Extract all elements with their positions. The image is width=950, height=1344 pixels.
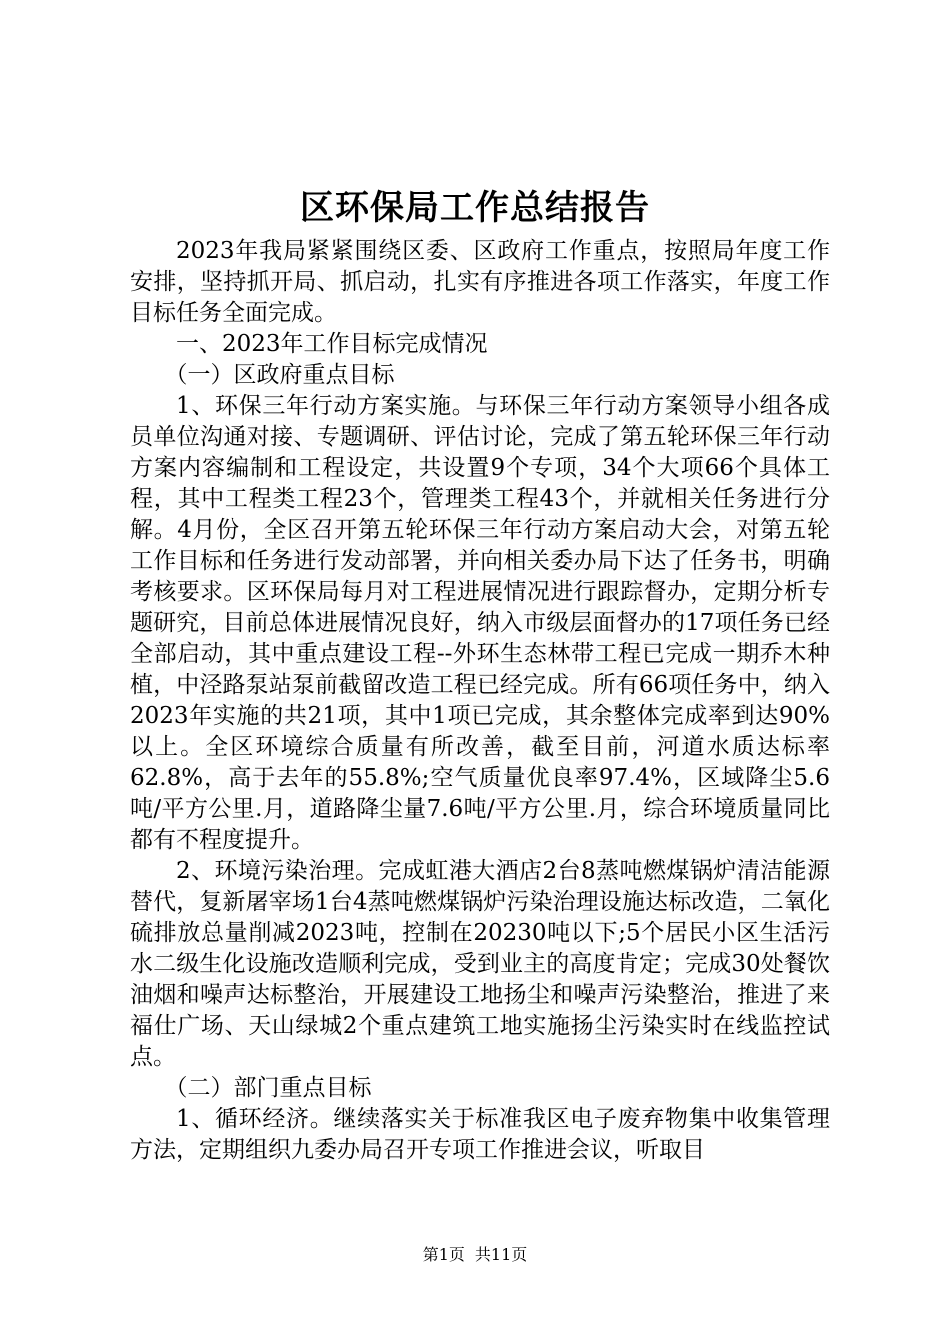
subsection-heading: （一）区政府重点目标 <box>164 362 395 388</box>
body-paragraph: 2、环境污染治理。完成虹港大酒店2台8蒸吨燃煤锅炉清洁能源替代，复新屠宰场1台4蒸吨燃煤锅炉污染治理设施达标改造，二氧化硫排放总量削减2023吨，控制在20230吨以下;5个居民小区生活污水二级生化设施改造顺利完成，受到业主的高度肯定；完成30处餐饮油烟和噪声达标整治，开展建设工地扬尘和噪声污染整治，推进了来福仕广场、天山绿城2个重点建筑工地实施扬尘污染实时在线监控试点。 <box>130 858 830 1070</box>
section-heading: 一、2023年工作目标完成情况 <box>176 331 488 357</box>
body-paragraph: 1、环保三年行动方案实施。与环保三年行动方案领导小组各成员单位沟通对接、专题调研、评估讨论，完成了第五轮环保三年行动方案内容编制和工程设定，共设置9个专项，34个大项66个具体工程，其中工程类工程23个，管理类工程43个，并就相关任务进行分解。4月份，全区召开第五轮环保三年行动方案启动大会，对第五轮工作目标和任务进行发动部署，并向相关委办局下达了任务书，明确考核要求。区环保局每月对工程进展情况进行跟踪督办，定期分析专题研究，目前总体进展情况良好，纳入市级层面督办的17项任务已经全部启动，其中重点建设工程--外环生态林带工程已完成一期乔木种植，中泾路泵站泵前截留改造工程已经完成。所有66项任务中，纳入2023年实施的共21项，其中1项已完成，其余整体完成率到达90%以上。全区环境综合质量有所改善，截至目前，河道水质达标率62.8%，高于去年的55.8%;空气质量优良率97.4%，区域降尘5.6吨/平方公里.月，道路降尘量7.6吨/平方公里.月，综合环境质量同比都有不程度提升。 <box>130 393 830 853</box>
document-title: 区环保局工作总结报告 <box>300 188 650 228</box>
intro-paragraph: 2023年我局紧紧围绕区委、区政府工作重点，按照局年度工作安排，坚持抓开局、抓启动，扎实有序推进各项工作落实，年度工作目标任务全面完成。 <box>130 238 830 326</box>
document-body <box>130 236 830 1166</box>
page-footer <box>0 1244 950 1266</box>
page-total: 共11页 <box>474 1245 528 1264</box>
page-number: 第1页 <box>422 1245 465 1264</box>
subsection-heading: （二）部门重点目标 <box>164 1075 372 1101</box>
body-paragraph: 1、循环经济。继续落实关于标准我区电子废弃物集中收集管理方法，定期组织九委办局召开专项工作推进会议，听取目 <box>130 1106 830 1163</box>
